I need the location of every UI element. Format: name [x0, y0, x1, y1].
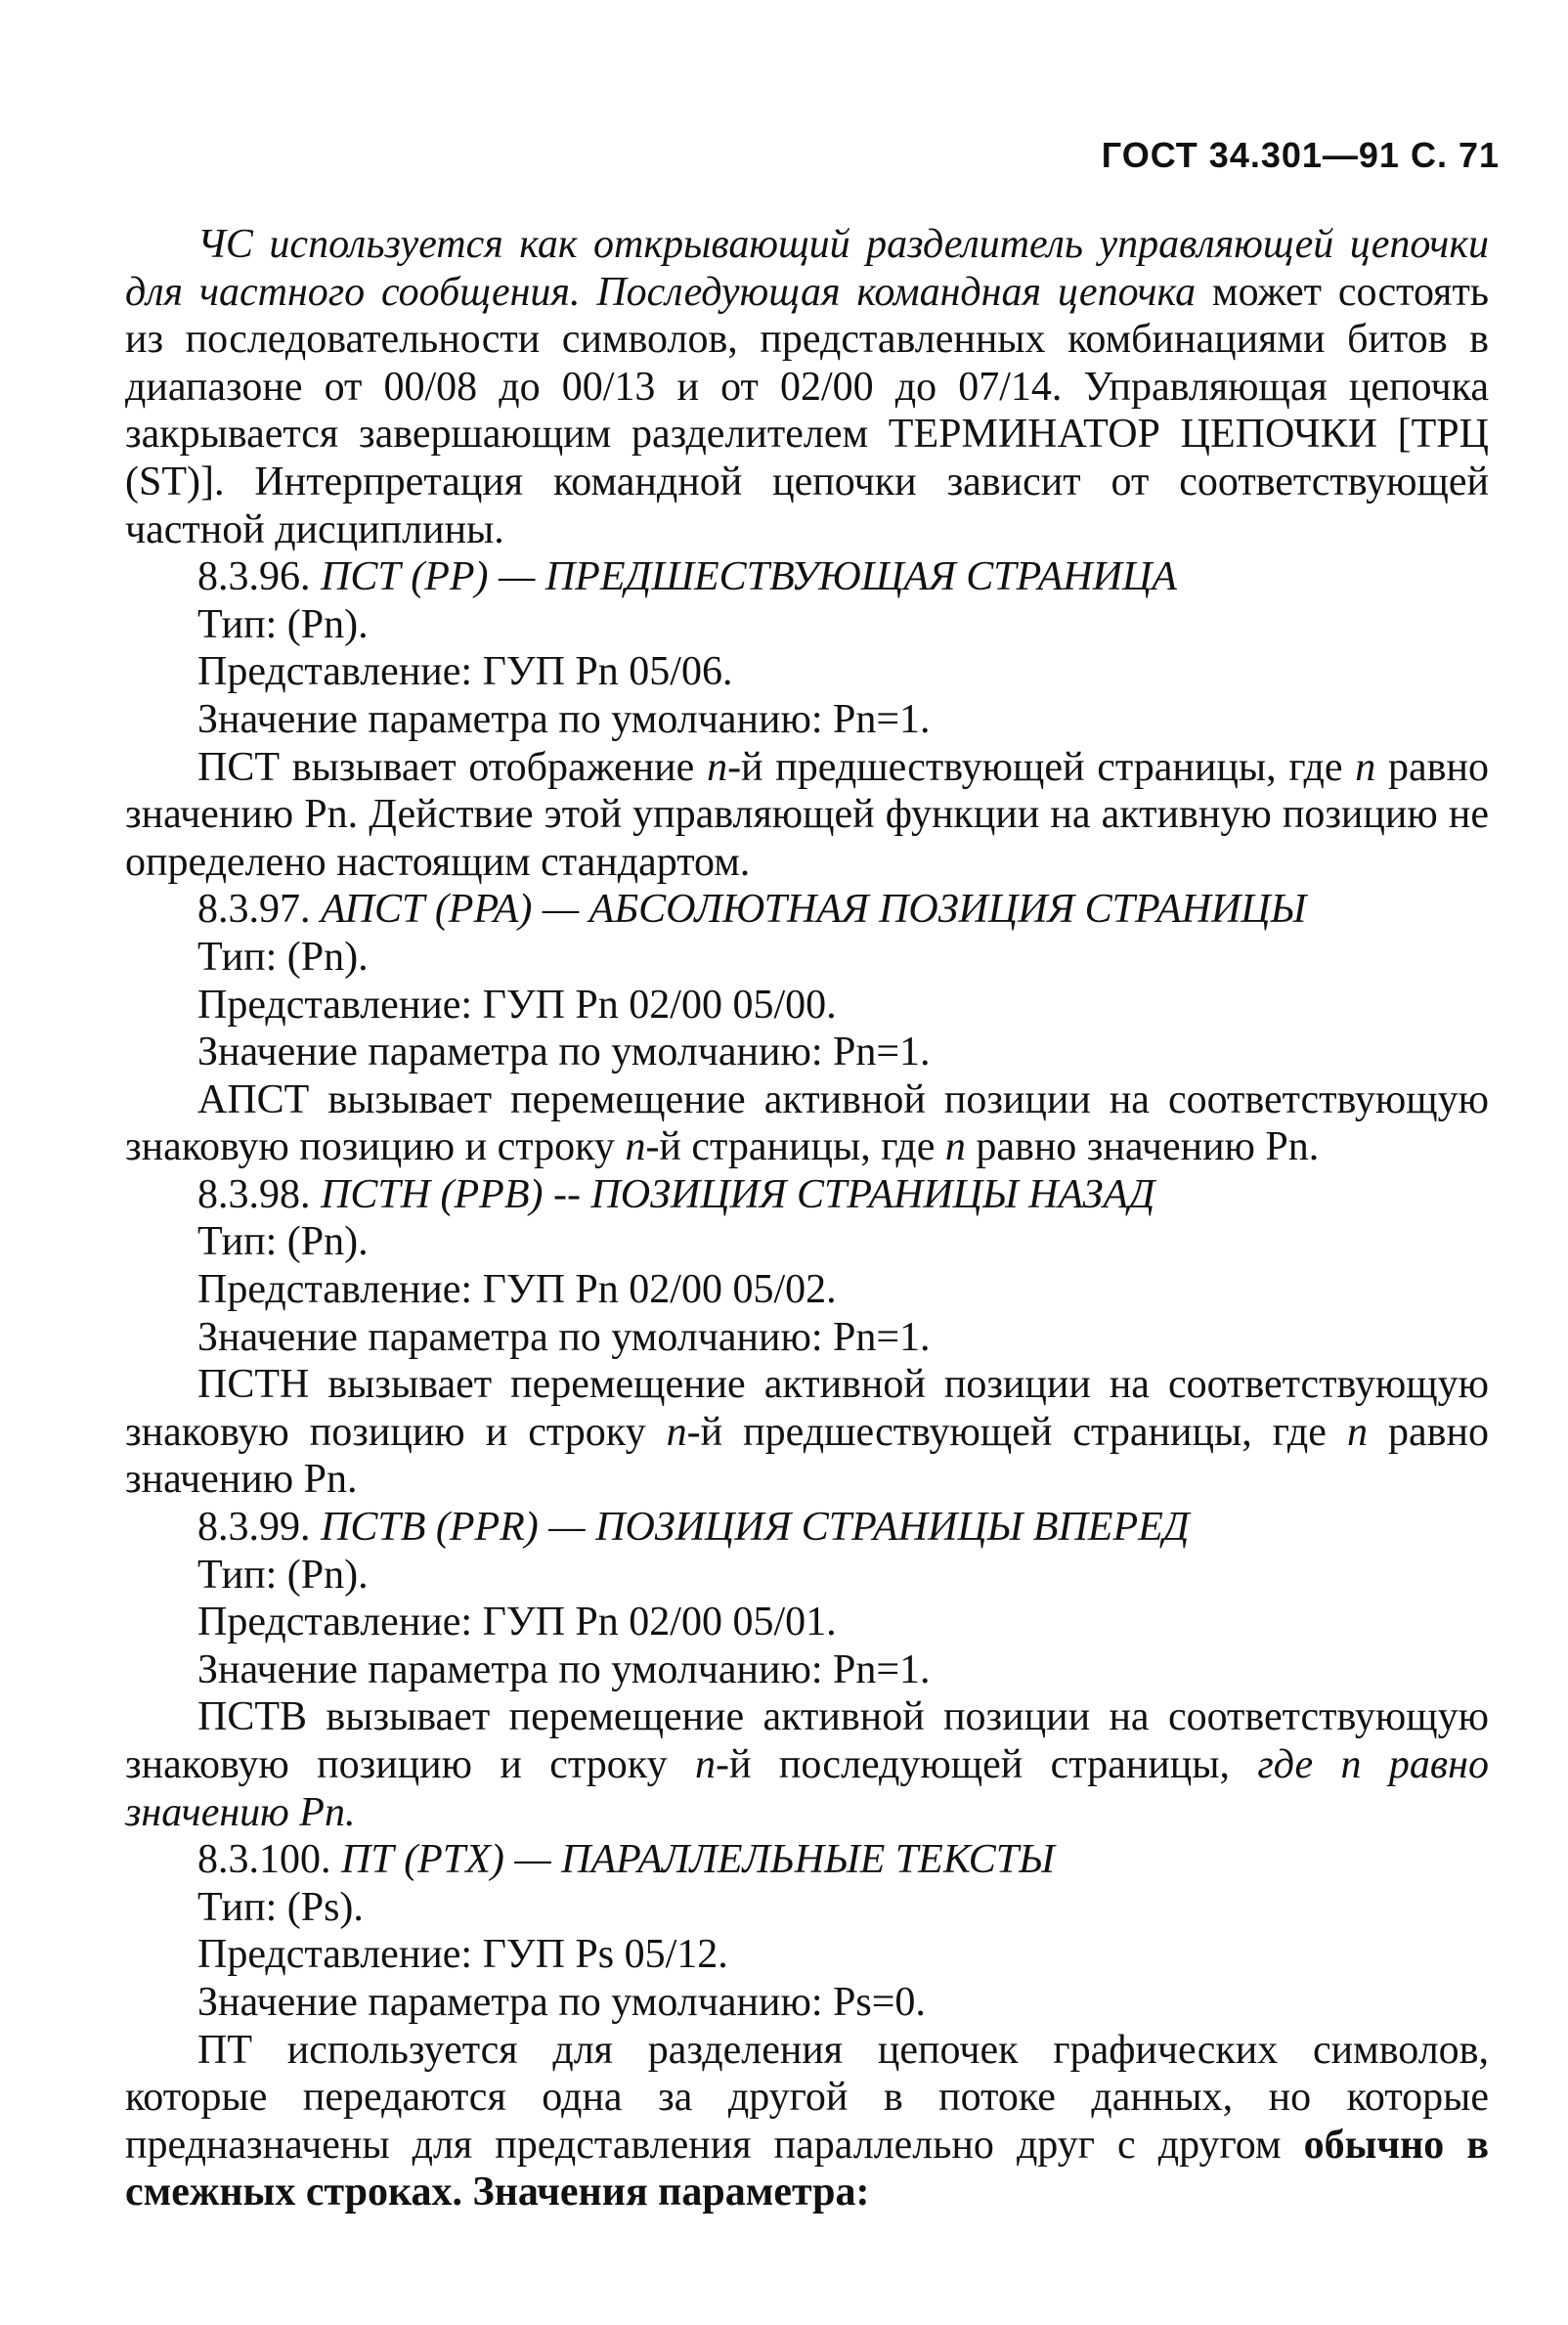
section-representation: Представление: ГУП Pn 02/00 05/02. — [197, 1267, 837, 1313]
section-number: 8.3.100. — [197, 1837, 331, 1883]
intro-text-italic: ЧС используется как открывающий разделитель управляющей цепочки для частного сообщения. Последующая командная цепочка — [125, 222, 1489, 315]
section-default: Значение параметра по умолчанию: Pn=1. — [197, 1646, 931, 1692]
section-heading — [125, 1171, 1489, 1219]
section-representation: Представление: ГУП Pn 02/00 05/00. — [197, 982, 837, 1028]
section-title: ПСТН (PPB) -- ПОЗИЦИЯ СТРАНИЦЫ НАЗАД — [321, 1171, 1155, 1217]
body-text — [125, 221, 1489, 2216]
section-type: Тип: (Pn). — [197, 1219, 369, 1265]
running-head: ГОСТ 34.301—91 С. 71 — [1101, 135, 1500, 175]
section-title: ПСТ (PP) — ПРЕДШЕСТВУЮЩАЯ СТРАНИЦА — [321, 554, 1177, 600]
section-title: АПСТ (PPA) — АБСОЛЮТНАЯ ПОЗИЦИЯ СТРАНИЦЫ — [321, 887, 1307, 933]
section-description: ПСТ вызывает отображение n-й предшествующей страницы, где n равно значению Pn. Действие этой управляющей функции на активную позицию не определено настоящим стандартом. — [125, 744, 1489, 885]
section-number: 8.3.96. — [197, 554, 311, 600]
section-default: Значение параметра по умолчанию: Ps=0. — [197, 1979, 926, 2025]
section-heading — [125, 886, 1489, 934]
section-heading — [125, 1504, 1489, 1552]
section-title: ПСТВ (PPR) — ПОЗИЦИЯ СТРАНИЦЫ ВПЕРЕД — [321, 1505, 1190, 1551]
section-representation: Представление: ГУП Pn 05/06. — [197, 649, 733, 695]
section-type: Тип: (Pn). — [197, 1552, 369, 1598]
section-default: Значение параметра по умолчанию: Pn=1. — [197, 1314, 931, 1360]
intro-paragraph — [125, 221, 1489, 553]
section-title: ПТ (PTX) — ПАРАЛЛЕЛЬНЫЕ ТЕКСТЫ — [341, 1837, 1055, 1883]
section-description: ПСТВ вызывает перемещение активной позиции на соответствующую знаковую позицию и строку n-й последующей страницы, где n равно значению Pn. — [125, 1694, 1489, 1835]
section-number: 8.3.98. — [197, 1171, 311, 1217]
section-heading — [125, 1836, 1489, 1884]
section-number: 8.3.97. — [197, 887, 311, 933]
section-type: Тип: (Ps). — [197, 1884, 364, 1930]
section-type: Тип: (Pn). — [197, 601, 369, 647]
section-description: ПСТН вызывает перемещение активной позиции на соответствующую знаковую позицию и строку n-й предшествующей страницы, где n равно значению Pn. — [125, 1362, 1489, 1503]
section-description: АПСТ вызывает перемещение активной позиции на соответствующую знаковую позицию и строку n-й страницы, где n равно значению Pn. — [125, 1076, 1489, 1170]
section-description: ПТ используется для разделения цепочек графических символов, которые передаются одна за другой в потоке данных, но которые предназначены для представления параллельно друг с другом обычно в смежных строках. Значения параметра: — [125, 2027, 1490, 2215]
section-representation: Представление: ГУП Ps 05/12. — [197, 1932, 728, 1978]
section-type: Тип: (Pn). — [197, 934, 369, 980]
section-default: Значение параметра по умолчанию: Pn=1. — [197, 696, 931, 742]
section-representation: Представление: ГУП Pn 02/00 05/01. — [197, 1600, 837, 1645]
section-number: 8.3.99. — [197, 1505, 311, 1551]
intro-text: может состоять из последовательности символов, представленных комбинациями битов в диапазоне от 00/08 до 00/13 и от 02/00 до 07/14. Управляющая цепочка закрывается завершающим разделителем ТЕРМИНАТОР ЦЕПОЧКИ [ТРЦ (ST)]. Интерпретация командной цепочки зависит от соответствующей частной дисциплины. — [125, 269, 1489, 552]
section-default: Значение параметра по умолчанию: Pn=1. — [197, 1030, 931, 1075]
section-heading — [125, 553, 1489, 601]
